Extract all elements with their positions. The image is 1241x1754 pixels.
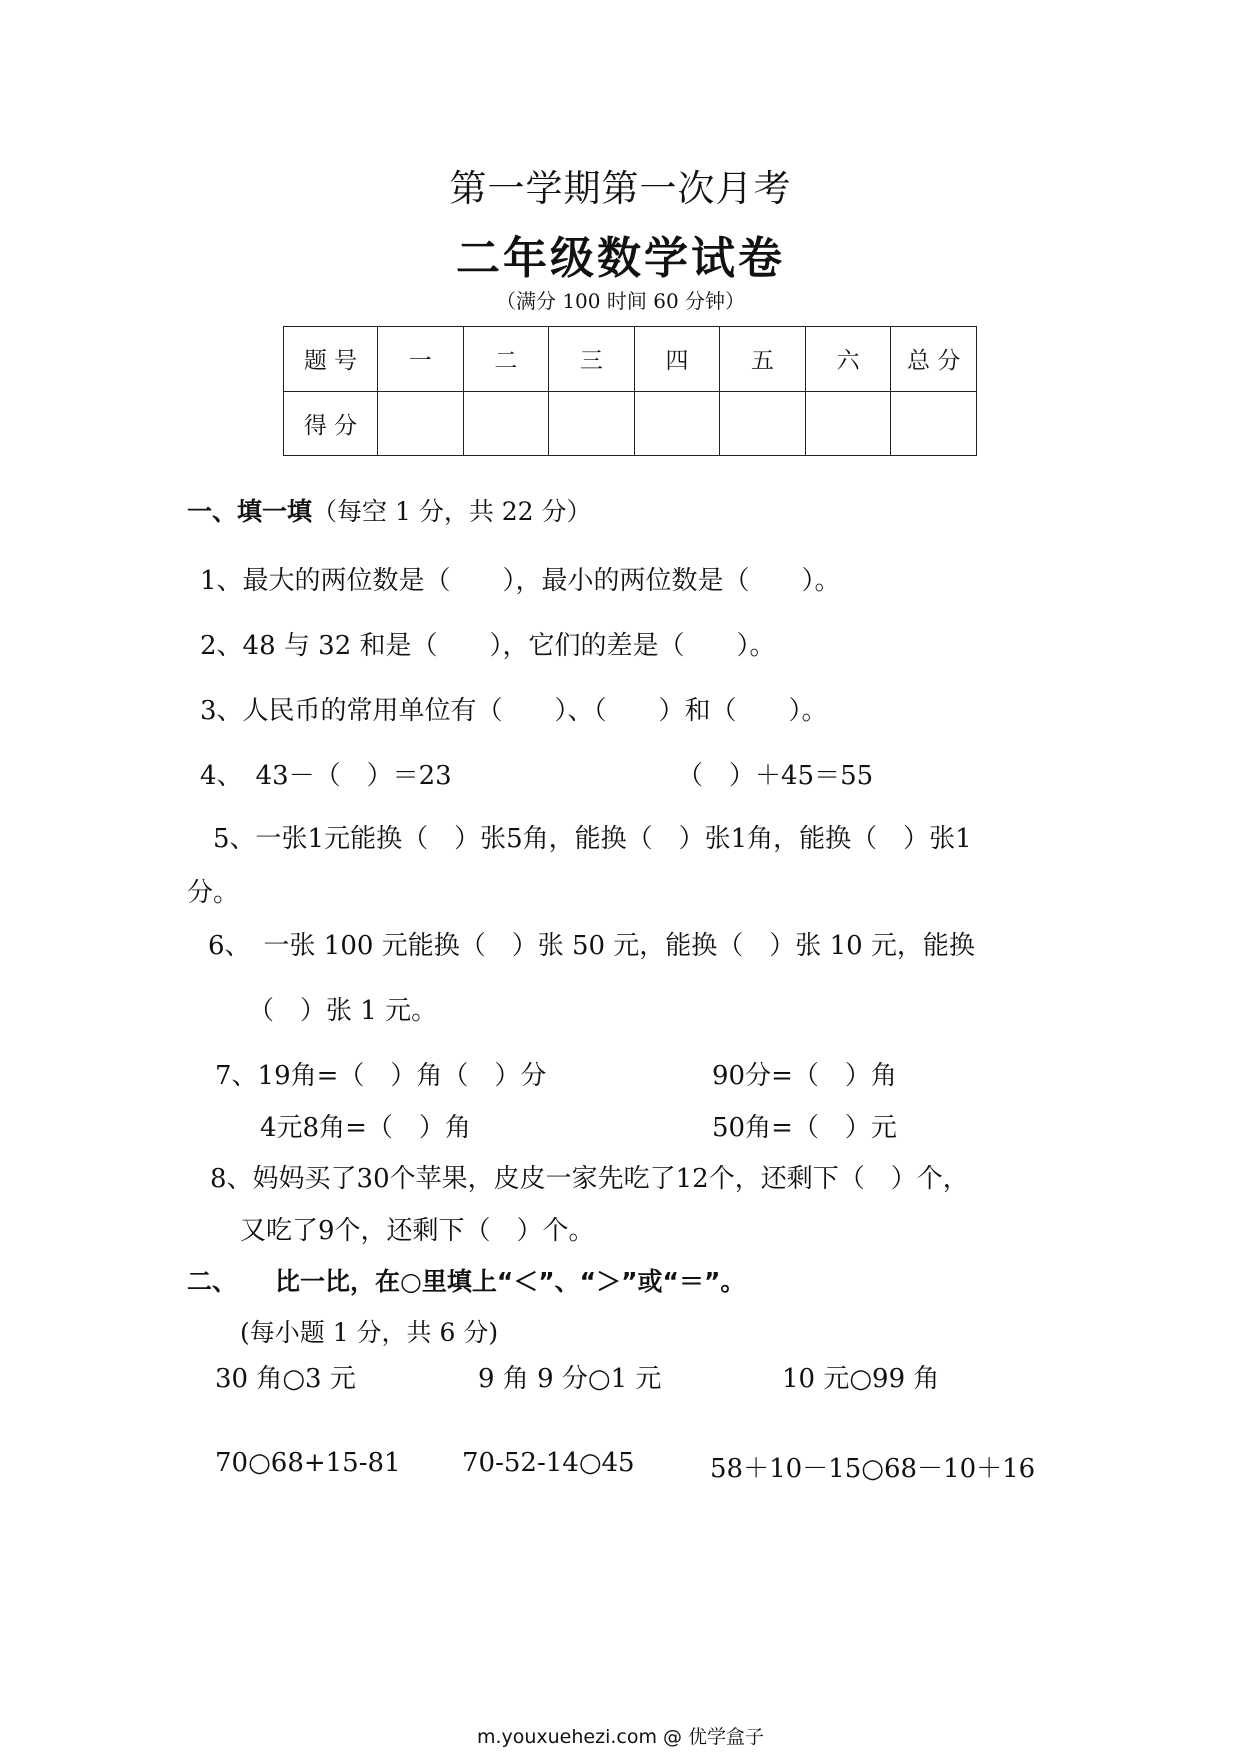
score-table-header-cell: 四: [634, 327, 720, 392]
section2-points: (每小题 1 分，共 6 分): [240, 1318, 499, 1347]
score-table-score-row: [284, 391, 977, 456]
score-cell[interactable]: [549, 391, 635, 456]
question-7b: 90分=（ ）角: [712, 1061, 897, 1091]
score-cell[interactable]: [634, 391, 720, 456]
score-table-header-cell: 一: [378, 327, 464, 392]
question-2: 2、48 与 32 和是（ ），它们的差是（ ）。: [200, 631, 776, 661]
question-7c: 4元8角=（ ）角: [260, 1113, 471, 1143]
question-6-line2: （ ）张 1 元。: [248, 996, 438, 1026]
score-table-header-cell: 三: [549, 327, 635, 392]
score-table: [283, 326, 977, 456]
exam-title: 第一学期第一次月考: [449, 167, 792, 210]
compare-item: 10 元○99 角: [782, 1364, 940, 1394]
question-6-line1: 6、 一张 100 元能换（ ）张 50 元，能换（ ）张 10 元，能换: [208, 931, 975, 961]
compare-item: 30 角○3 元: [215, 1364, 356, 1394]
question-8-line1: 8、妈妈买了30个苹果，皮皮一家先吃了12个，还剩下（ ）个，: [210, 1164, 969, 1194]
question-5-line2: 分。: [187, 878, 240, 908]
score-cell[interactable]: [463, 391, 549, 456]
question-7d: 50角=（ ）元: [712, 1113, 897, 1143]
footer-watermark: m.youxuehezi.com @ 优学盒子: [476, 1726, 765, 1748]
section1-points: （每空 1 分，共 22 分）: [312, 497, 592, 526]
question-4b: （ ）＋45＝55: [677, 761, 874, 791]
score-table-header-cell: 六: [805, 327, 891, 392]
score-row-label: 得 分: [284, 391, 378, 456]
section1-header: [187, 492, 592, 528]
question-3: 3、人民币的常用单位有（ ）、（ ）和（ ）。: [200, 696, 828, 726]
section2-number: 二、: [187, 1267, 238, 1296]
score-table-header-cell: 题 号: [284, 327, 378, 392]
score-cell[interactable]: [378, 391, 464, 456]
score-cell[interactable]: [805, 391, 891, 456]
score-table-header-cell: 二: [463, 327, 549, 392]
question-4a: 4、 43－（ ）＝23: [200, 761, 452, 791]
paper-title: 二年级数学试卷: [456, 233, 785, 284]
compare-item: 70-52-14○45: [462, 1448, 635, 1478]
section1-heading: 一、填一填: [187, 497, 313, 526]
question-1: 1、最大的两位数是（ ），最小的两位数是（ ）。: [200, 566, 841, 596]
section2-heading: 比一比，在○里填上“＜”、“＞”或“＝”。: [275, 1267, 746, 1296]
compare-item: 9 角 9 分○1 元: [478, 1364, 662, 1394]
exam-subtitle: （满分 100 时间 60 分钟）: [495, 289, 746, 313]
compare-item: 70○68+15-81: [215, 1448, 401, 1478]
question-5-line1: 5、一张1元能换（ ）张5角，能换（ ）张1角，能换（ ）张1: [213, 824, 972, 854]
compare-item: 58＋10－15○68－10＋16: [710, 1454, 1036, 1484]
question-7a: 7、19角=（ ）角（ ）分: [215, 1061, 547, 1091]
score-cell[interactable]: [891, 391, 977, 456]
score-table-header-cell: 五: [720, 327, 806, 392]
question-8-line2: 又吃了9个，还剩下（ ）个。: [240, 1216, 595, 1246]
score-table-header-cell: 总 分: [891, 327, 977, 392]
score-table-header-row: [284, 327, 977, 392]
score-cell[interactable]: [720, 391, 806, 456]
